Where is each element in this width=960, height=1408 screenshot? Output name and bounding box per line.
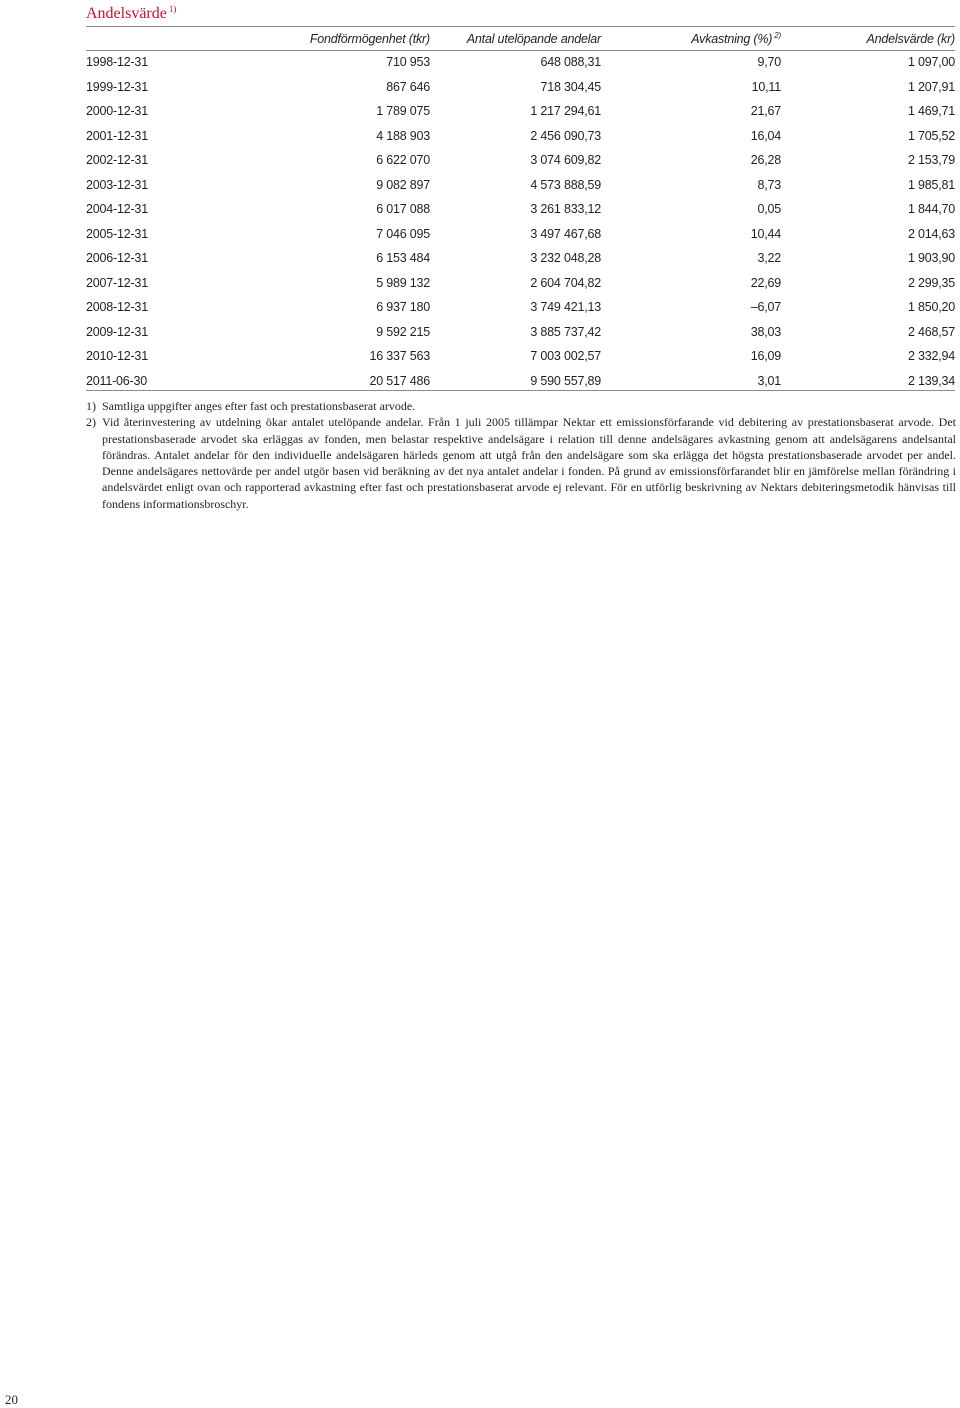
andelsvarde-cell: 1 844,70 (907, 202, 955, 217)
andelsvarde-cell: 2 153,79 (907, 153, 955, 168)
andelsvarde-cell: 1 903,90 (907, 251, 955, 266)
date-cell: 2003-12-31 (86, 177, 148, 192)
antal-andelar-cell: 2 604 704,82 (530, 275, 601, 290)
avkastning-cell: 22,69 (750, 275, 781, 290)
andelsvarde-cell: 2 468,57 (907, 324, 955, 339)
table-body (86, 50, 955, 393)
avkastning-cell: 8,73 (757, 177, 781, 192)
fondformogenhet-cell: 7 046 095 (376, 226, 430, 241)
fondformogenhet-cell: 16 337 563 (369, 349, 430, 364)
table-row (86, 344, 955, 369)
footnote-2 (86, 414, 956, 512)
title-text: Andelsvärde (86, 5, 167, 22)
date-cell: 1998-12-31 (86, 55, 148, 70)
table-row (86, 173, 955, 198)
avkastning-cell: –6,07 (750, 300, 781, 315)
date-cell: 2006-12-31 (86, 251, 148, 266)
header-fondformogenhet: Fondförmögenhet (tkr) (309, 31, 430, 46)
date-cell: 2002-12-31 (86, 153, 148, 168)
footnote-1 (86, 398, 956, 414)
date-cell: 1999-12-31 (86, 79, 148, 94)
fondformogenhet-cell: 1 789 075 (376, 104, 430, 119)
table-bottom-rule (86, 390, 955, 391)
table-row (86, 246, 955, 271)
table-row (86, 124, 955, 149)
footnote-text: Samtliga uppgifter anges efter fast och prestationsbaserat arvode. (102, 399, 416, 413)
table-header-row (86, 27, 955, 50)
antal-andelar-cell: 3 232 048,28 (530, 251, 601, 266)
header-antal-andelar: Antal utelöpande andelar (466, 31, 601, 46)
avkastning-cell: 10,44 (750, 226, 781, 241)
table-row (86, 75, 955, 100)
andelsvarde-cell: 2 332,94 (907, 349, 955, 364)
table-row (86, 99, 955, 124)
table-row (86, 50, 955, 75)
fondformogenhet-cell: 867 646 (386, 79, 430, 94)
title-footnote-ref: 1) (168, 4, 177, 14)
avkastning-cell: 16,04 (750, 128, 781, 143)
andelsvarde-cell: 2 014,63 (907, 226, 955, 241)
avkastning-cell: 26,28 (750, 153, 781, 168)
date-cell: 2001-12-31 (86, 128, 148, 143)
date-cell: 2004-12-31 (86, 202, 148, 217)
table-row (86, 222, 955, 247)
avkastning-cell: 38,03 (750, 324, 781, 339)
page-number: 20 (5, 1392, 18, 1407)
andelsvarde-cell: 2 139,34 (907, 373, 955, 388)
header-avkastning: Avkastning (%) $^{2)}$ (691, 31, 781, 46)
antal-andelar-cell: 4 573 888,59 (530, 177, 601, 192)
fondformogenhet-cell: 9 082 897 (376, 177, 430, 192)
fondformogenhet-cell: 9 592 215 (376, 324, 430, 339)
table-row (86, 271, 955, 296)
andelsvarde-cell: 1 207,91 (907, 79, 955, 94)
fondformogenhet-cell: 6 017 088 (376, 202, 430, 217)
table-row (86, 295, 955, 320)
fondformogenhet-cell: 5 989 132 (376, 275, 430, 290)
avkastning-cell: 10,11 (751, 79, 781, 94)
table-row (86, 148, 955, 173)
antal-andelar-cell: 9 590 557,89 (530, 373, 601, 388)
antal-andelar-cell: 3 261 833,12 (530, 202, 601, 217)
avkastning-cell: 0,05 (757, 202, 781, 217)
date-cell: 2010-12-31 (86, 349, 148, 364)
page-title (86, 4, 176, 23)
antal-andelar-cell: 648 088,31 (540, 55, 601, 70)
date-cell: 2008-12-31 (86, 300, 148, 315)
avkastning-footnote-ref: 2) (774, 31, 781, 40)
avkastning-cell: 3,22 (757, 251, 781, 266)
header-date (86, 27, 276, 50)
avkastning-cell: 21,67 (750, 104, 781, 119)
fondformogenhet-cell: 20 517 486 (369, 373, 430, 388)
fondformogenhet-cell: 6 622 070 (376, 153, 430, 168)
antal-andelar-cell: 1 217 294,61 (530, 104, 601, 119)
date-cell: 2000-12-31 (86, 104, 148, 119)
antal-andelar-cell: 3 074 609,82 (530, 153, 601, 168)
avkastning-cell: 9,70 (757, 55, 781, 70)
footnote-number: 1) (86, 399, 96, 413)
fondformogenhet-cell: 6 937 180 (376, 300, 430, 315)
andelsvarde-cell: 1 469,71 (907, 104, 955, 119)
antal-andelar-cell: 3 497 467,68 (530, 226, 601, 241)
fondformogenhet-cell: 4 188 903 (376, 128, 430, 143)
date-cell: 2007-12-31 (86, 275, 148, 290)
footnote-text: Vid återinvestering av utdelning ökar antalet utelöpande andelar. Från 1 juli 2005 tillämpar Nektar ett emissionsförfarande vid debitering av prestationsbaserat arvode. Det prestationsbaserade arvodet ska erläggas av fonden, men belastar respektive andelsägare i relation till denne andelsägares avkastning genom att andelsägarens andelsantal förändras. Antalet andelar för den individuelle andelsägaren härleds genom att utgå från den andelsägare som ska erlägga det högsta prestationsbaserade arvodet per andel. Denne andelsägares nettovärde per andel utgör basen vid beräkning av det nya antalet andelar i fonden. På grund av emissionsförfarandet blir en jämförelse mellan förändring i andelsvärdet enligt ovan och rapporterad avkastning efter fast och prestationsbaserat arvode ej relevant. För en utförlig beskrivning av Nektars debiteringsmetodik hänvisas till fondens informationsbroschyr. (102, 415, 956, 511)
andelsvarde-cell: 2 299,35 (907, 275, 955, 290)
avkastning-cell: 16,09 (750, 349, 781, 364)
andelsvarde-cell: 1 985,81 (907, 177, 955, 192)
footnotes (86, 398, 956, 512)
antal-andelar-cell: 3 885 737,42 (530, 324, 601, 339)
avkastning-cell: 3,01 (757, 373, 781, 388)
antal-andelar-cell: 2 456 090,73 (530, 128, 601, 143)
fondformogenhet-cell: 6 153 484 (376, 251, 430, 266)
antal-andelar-cell: 718 304,45 (540, 79, 601, 94)
andelsvarde-cell: 1 705,52 (907, 128, 955, 143)
header-andelsvarde: Andelsvärde (kr) (866, 31, 955, 46)
andelsvarde-cell: 1 850,20 (907, 300, 955, 315)
andelsvarde-table (86, 27, 955, 393)
andelsvarde-cell: 1 097,00 (907, 55, 955, 70)
date-cell: 2011-06-30 (86, 373, 148, 388)
table-row (86, 320, 955, 345)
date-cell: 2005-12-31 (86, 226, 148, 241)
antal-andelar-cell: 3 749 421,13 (530, 300, 601, 315)
table-row (86, 197, 955, 222)
fondformogenhet-cell: 710 953 (386, 55, 430, 70)
antal-andelar-cell: 7 003 002,57 (530, 349, 601, 364)
footnote-number: 2) (86, 415, 96, 430)
date-cell: 2009-12-31 (86, 324, 148, 339)
